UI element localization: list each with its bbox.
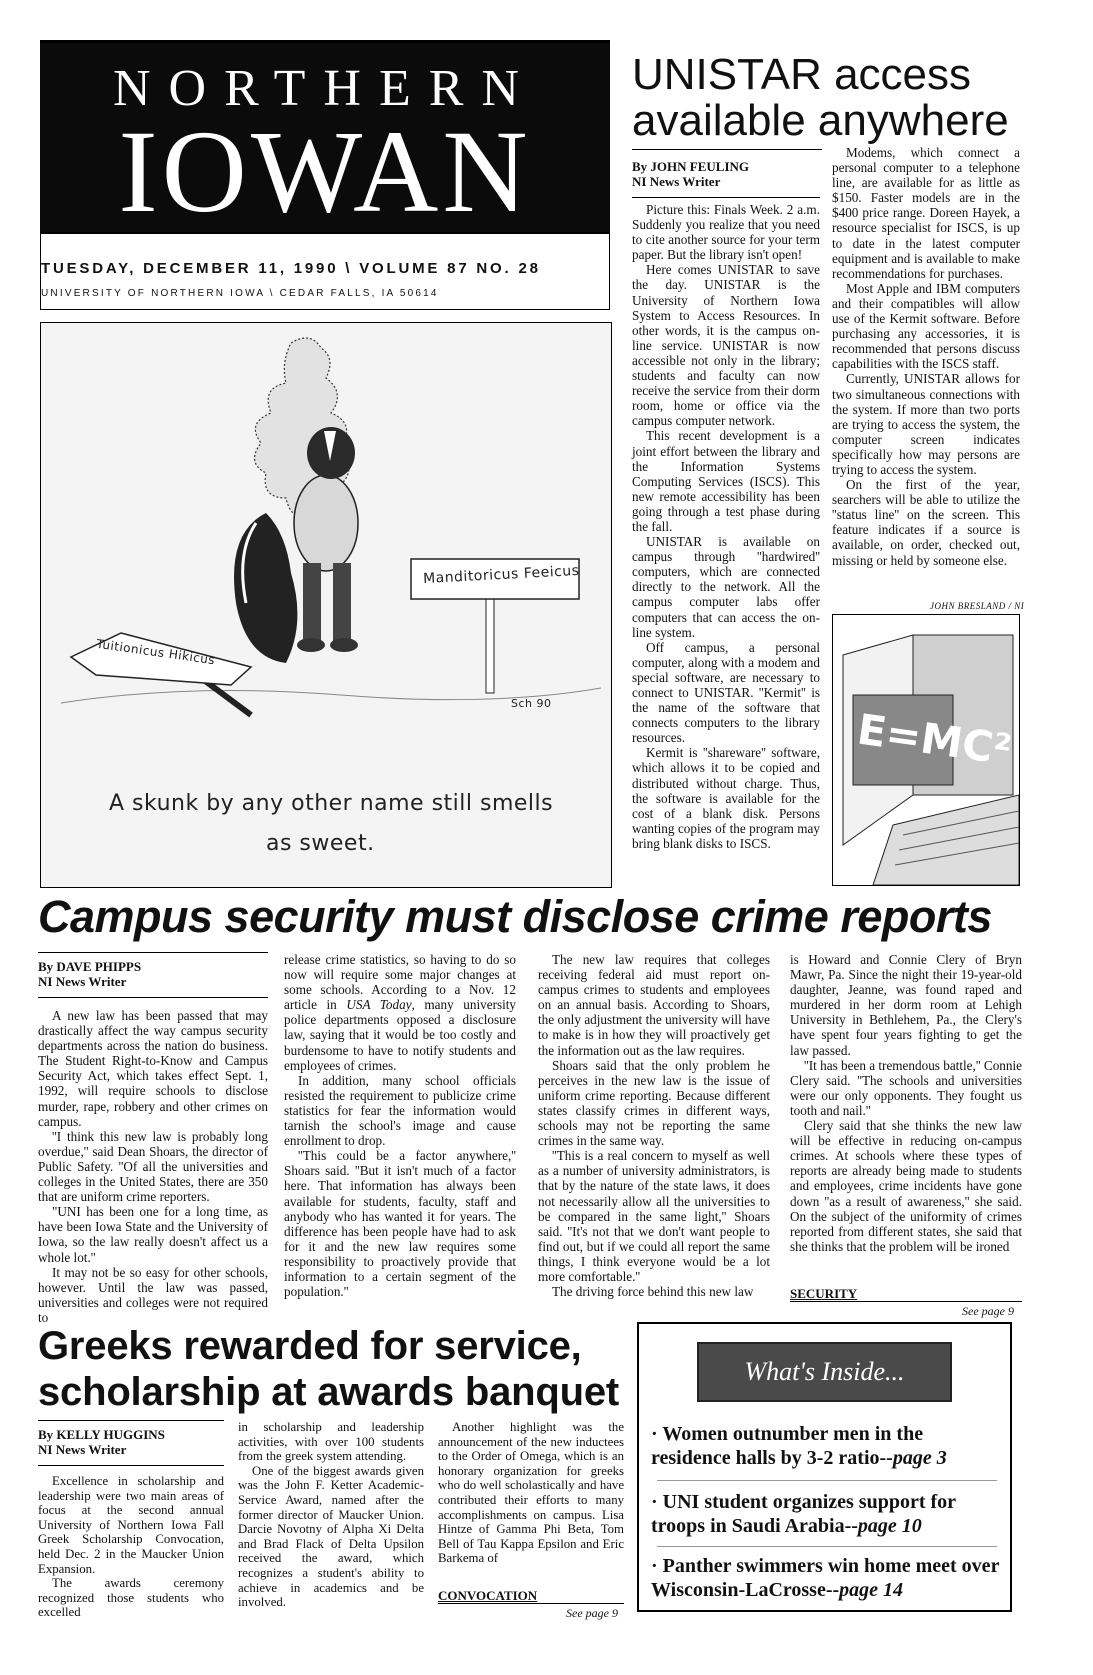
paragraph: Clery said that she thinks the new law will be effective in reducing on-campus crimes. At schools where these types of reports are already being made to students and employees, crime incidents have gone down ''as a result of awareness,'' she said. On the subject of the uniformity of crimes reported from different states, she said that she thinks that the problem will be ironed — [790, 1118, 1022, 1254]
illustration-formula: E=MC² — [854, 704, 1015, 775]
cartoon-caption-line1: A skunk by any other name still smells — [109, 791, 554, 816]
unistar-col2 — [832, 145, 1020, 568]
unistar-headline — [632, 52, 1072, 144]
paragraph: Here comes UNISTAR to save the day. UNISTAR is the University of Northern Iowa System to Access Resources. In other words, it is the campus on-line service. UNISTAR is now accessible not only in the library; students and faculty can now receive the service from their dorm room, home or office via the campus computer network. — [632, 262, 820, 429]
paragraph: A new law has been passed that may drastically affect the way campus security departments across the nation do business. The Student Right-to-Know and Campus Security Act, which takes effect Sept. 1, 1992, will require schools to disclose murder, rape, robbery and other crimes on campus. — [38, 1008, 268, 1129]
cartoon-caption-line2: as sweet. — [266, 831, 375, 856]
paragraph: UNISTAR is available on campus through ''hardwired'' computers, which are connected directly to the network. All the campus computer labs offer computers that can access the on-line system. — [632, 534, 820, 640]
paragraph: The new law requires that colleges receiving federal aid must report on-campus crimes to students and employees on an annual basis. According to Shoars, the only adjustment the university will have to make is in how they will proactively get the information out as the law requires. — [538, 952, 770, 1058]
unistar-headline-line1: UNISTAR access — [632, 50, 972, 99]
paragraph: One of the biggest awards given was the John F. Ketter Academic-Service Award, named after the former director of Maucker Union. Darcie Novotny of Alpha Xi Delta and Brad Flack of Delta Upsilon received the award, which recognizes a student's ability to achieve in academics and be involved. — [238, 1463, 424, 1610]
masthead-iowan: IOWAN — [118, 106, 532, 237]
greeks-col2 — [238, 1420, 424, 1610]
security-col1 — [38, 952, 268, 1325]
security-see-page: See page 9 — [962, 1304, 1014, 1318]
paragraph: ''It has been a tremendous battle,'' Connie Clery said. ''The schools and universities were our only opponents. They fought us tooth and nail.'' — [790, 1057, 1022, 1118]
computer-illustration — [832, 614, 1020, 886]
sign-left-text: Tuitionicus Hikicus — [95, 636, 217, 668]
paragraph: Currently, UNISTAR allows for two simultaneous connections with the system. If more than two ports are trying to access the system, the computer screen indicates specifically how may persons are trying to access the system. — [832, 371, 1020, 477]
paragraph: Most Apple and IBM computers and their compatibles will allow use of the Kermit software. Before purchasing any accessories, it is recommended that persons discuss capabilities with the ISCS staff. — [832, 280, 1020, 372]
paragraph: It may not be so easy for other schools, however. Until the law was passed, universities and colleges were not required to — [38, 1264, 268, 1325]
inside-item[interactable]: · Women outnumber men in the residence halls by 3-2 ratio--page 3 — [651, 1423, 947, 1469]
skunk-body — [294, 475, 358, 571]
cartoon-signature: Sch 90 — [511, 697, 552, 710]
paragraph: Picture this: Finals Week. 2 a.m. Suddenly you realize that you need to cite another source for your term paper. But the library isn't open! — [632, 202, 820, 263]
whats-inside-box — [637, 1322, 1012, 1612]
paragraph: Modems, which connect a personal computer to a telephone line, are available for as little as $150. Faster models are in the $400 price range. Doreen Hayek, a resource specialist for ISCS, is up to date in the latest computer equipment and is available to make recommendations for purchases. — [832, 145, 1020, 281]
paragraph: "UNI has been one for a long time, as have been Iowa State and the University of Iowa, so the law really doesn't affect us a whole lot.'' — [38, 1204, 268, 1265]
paragraph: is Howard and Connie Clery of Bryn Mawr, Pa. Since the night their 19-year-old daughter, Jeanne, was found raped and murdered in her dorm room at Lehigh University in Bethlehem, Pa., the Clery's have spent four years fighting to get the law passed. — [790, 952, 1022, 1058]
unistar-byline: By JOHN FEULING NI News Writer — [632, 159, 750, 189]
masthead-northern: NORTHERN — [113, 60, 537, 117]
inside-item[interactable]: · Panther swimmers win home meet over Wisconsin-LaCrosse--page 14 — [651, 1555, 1000, 1601]
paragraph: ''This is a real concern to myself as well as a number of university administrators, is that by the nature of the state laws, it does not necessarily allow all the universities to be compared in the same light,'' Shoars said. ''It's not that we don't want people to find out, but if we could all report the same things, I think everyone would be a lot more comfortable.'' — [538, 1148, 770, 1284]
dateline: TUESDAY, DECEMBER 11, 1990 \ VOLUME 87 NO. 28 — [41, 260, 541, 277]
security-byline: By DAVE PHIPPS NI News Writer — [38, 959, 142, 989]
security-headline: Campus security must disclose crime reports — [38, 891, 992, 942]
illustration-credit: JOHN BRESLAND / NI — [930, 601, 1025, 611]
university-line: UNIVERSITY OF NORTHERN IOWA \ CEDAR FALLS, IA 50614 — [41, 288, 439, 299]
greeks-jump-link[interactable]: CONVOCATION — [438, 1588, 538, 1603]
inside-item[interactable]: · UNI student organizes support for troops in Saudi Arabia--page 10 — [651, 1491, 956, 1537]
paragraph: ''This could be a factor anywhere,'' Shoars said. ''But it isn't much of a factor here. That information has always been available for students, faculty, staff and anybody who has wanted it for years. The difference has been people have had to ask for it and the new law requires some responsibility to proactively provide that information to a certain segment of the population.'' — [284, 1148, 516, 1300]
security-col3 — [538, 952, 770, 1299]
greeks-byline: By KELLY HUGGINS NI News Writer — [38, 1427, 165, 1457]
sign-right-text: Manditoricus Feeicus — [422, 562, 580, 588]
paragraph: Shoars said that the only problem he perceives in the new law is the issue of uniform crime reporting. Because different states classify crimes in different ways, schools may not be reporting the same crimes in the same way. — [538, 1057, 770, 1149]
paragraph: ''I think this new law is probably long overdue,'' said Dean Shoars, the director of Public Safety. ''Of all the universities and colleges in the United States, there are 350 that are uniform crime reporters. — [38, 1128, 268, 1205]
paragraph: On the first of the year, searchers will be able to utilize the ''status line'' on the screen. This feature indicates if a source is available, on order, checked out, missing or held by someone else. — [832, 477, 1020, 568]
paragraph: Off campus, a personal computer, along with a modem and special software, are necessary to connect to UNISTAR. ''Kermit'' is the name of the software that connects computers to the library resources. — [632, 639, 820, 746]
greeks-headline-line2: scholarship at awards banquet — [38, 1370, 620, 1414]
paragraph: Another highlight was the announcement of the new inductees to the Order of Omega, which is an honorary organization for greeks who do well scholastically and have contributed their efforts to many accomplishments on campus. Lisa Hintze of Gamma Phi Beta, Tom Bell of Tau Kappa Epsilon and Eric Barkema of — [438, 1420, 624, 1566]
security-jump-link[interactable]: SECURITY — [790, 1286, 858, 1301]
unistar-headline-line2: available anywhere — [632, 96, 1009, 145]
whats-inside-banner: What's Inside... — [697, 1342, 952, 1402]
greeks-headline — [38, 1323, 638, 1415]
greeks-col1 — [38, 1420, 224, 1620]
paragraph: release crime statistics, so having to do so now will require some major changes at some schools. According to a Nov. 12 article in USA Today, many university police departments opposed a disclosure law, saying that it would be too costly and burdensome to have to notify students and employees of crimes. — [284, 952, 517, 1073]
paragraph: The awards ceremony recognized those students who excelled — [38, 1576, 224, 1620]
greeks-col3 — [438, 1420, 624, 1566]
security-col4 — [790, 952, 1022, 1254]
greeks-see-page: See page 9 — [566, 1606, 618, 1620]
paragraph: In addition, many school officials resisted the requirement to publicize crime statistics for fear the information would tarnish the school's image and cause enrollment to drop. — [284, 1072, 516, 1149]
paragraph: This recent development is a joint effort between the library and the Information Systems Computing Services (ISCS). This new remote accessibility has been going through a test phase during the fall. — [632, 428, 820, 534]
paragraph: in scholarship and leadership activities, with over 100 students from the greek system attending. — [238, 1420, 424, 1464]
masthead — [40, 40, 610, 237]
dateline-box — [40, 232, 610, 310]
paragraph: Excellence in scholarship and leadership were two main areas of focus at the second annual University of Northern Iowa Fall Greek Scholarship Convocation, held Dec. 2 in the Maucker Union Expansion. — [38, 1474, 224, 1576]
greeks-headline-line1: Greeks rewarded for service, — [38, 1324, 582, 1368]
security-col2 — [284, 952, 516, 1299]
skunk-cartoon — [40, 322, 612, 888]
paragraph: Kermit is ''shareware'' software, which allows it to be copied and distributed without charge. Thus, the software is available for the cost of a blank disk. Persons wanting copies of the program may bring blank disks to ISCS. — [632, 745, 820, 851]
unistar-col1 — [632, 157, 820, 851]
paragraph: The driving force behind this new law — [552, 1284, 754, 1300]
